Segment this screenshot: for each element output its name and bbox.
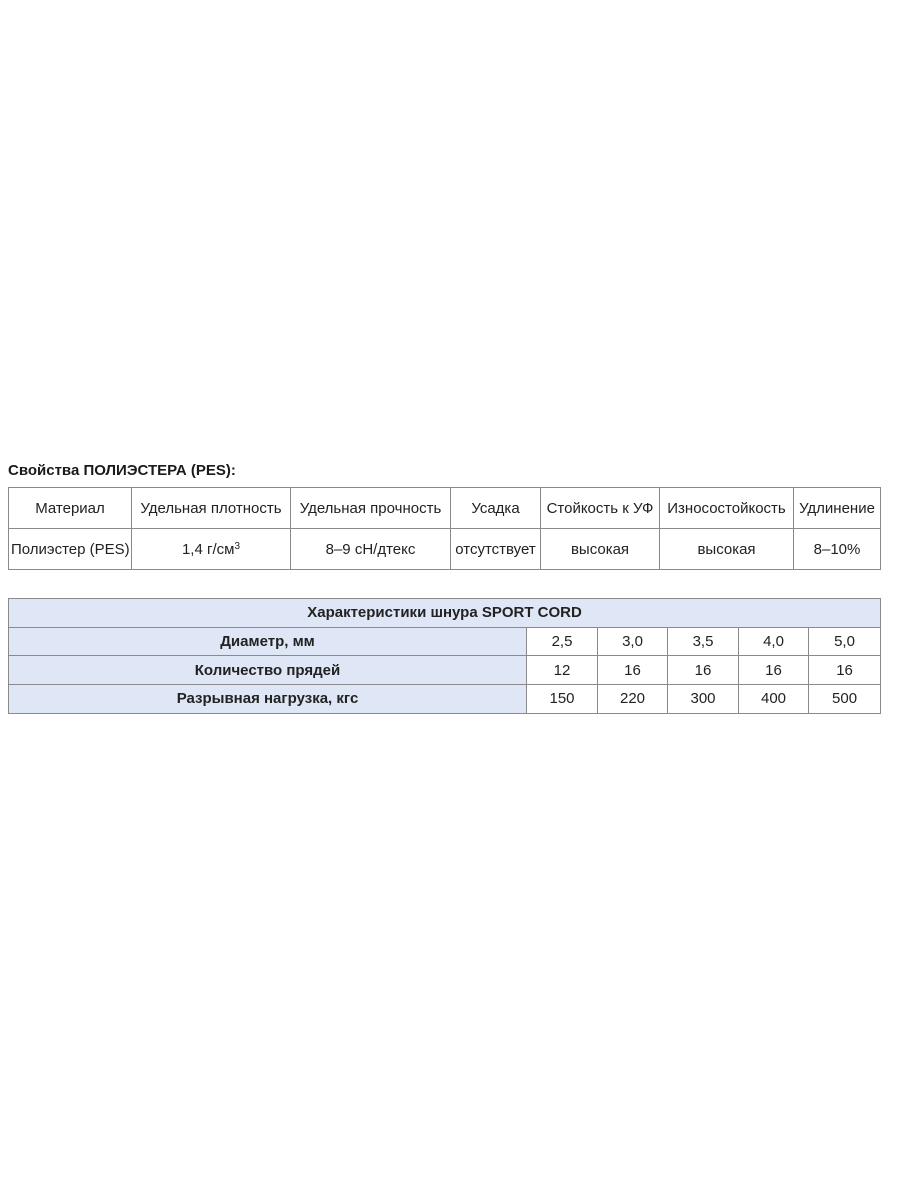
- cell-density: [132, 529, 291, 570]
- table-cell: 400: [739, 685, 809, 714]
- header-elongation: Удлинение: [794, 488, 881, 529]
- table-cell: 4,0: [739, 627, 809, 656]
- row-label-strands: Количество прядей: [9, 656, 527, 685]
- cell-elongation: 8–10%: [794, 529, 881, 570]
- table-cell: 16: [809, 656, 881, 685]
- density-value: 1,4 г/см: [181, 540, 235, 558]
- sport-cord-table: [8, 598, 881, 714]
- sport-cord-title-row: [9, 599, 881, 628]
- header-shrinkage: Усадка: [451, 488, 541, 529]
- table-row: [9, 627, 881, 656]
- row-label-diameter: Диаметр, мм: [9, 627, 527, 656]
- polyester-properties-table: [8, 487, 881, 570]
- table-cell: 16: [598, 656, 668, 685]
- table-cell: 16: [668, 656, 739, 685]
- cell-shrinkage: отсутствует: [451, 529, 541, 570]
- cell-material: Полиэстер (PES): [9, 529, 132, 570]
- table-cell: 220: [598, 685, 668, 714]
- table-cell: 5,0: [809, 627, 881, 656]
- header-uv-resistance: Стойкость к УФ: [541, 488, 660, 529]
- table-row: [9, 656, 881, 685]
- header-density: Удельная плотность: [132, 488, 291, 529]
- table-cell: 16: [739, 656, 809, 685]
- table-cell: 12: [527, 656, 598, 685]
- table-cell: 3,0: [598, 627, 668, 656]
- header-strength: Удельная прочность: [291, 488, 451, 529]
- header-material: Материал: [9, 488, 132, 529]
- table-cell: 500: [809, 685, 881, 714]
- density-superscript: 3: [234, 540, 241, 552]
- table-cell: 2,5: [527, 627, 598, 656]
- table-row: [9, 529, 881, 570]
- table-cell: 150: [527, 685, 598, 714]
- table-row: [9, 685, 881, 714]
- cell-wear-resistance: высокая: [660, 529, 794, 570]
- cell-uv-resistance: высокая: [541, 529, 660, 570]
- header-wear-resistance: Износостойкость: [660, 488, 794, 529]
- properties-heading: Свойства ПОЛИЭСТЕРА (PES):: [8, 462, 236, 479]
- table-cell: 300: [668, 685, 739, 714]
- table-header-row: [9, 488, 881, 529]
- table-cell: 3,5: [668, 627, 739, 656]
- row-label-breaking-load: Разрывная нагрузка, кгс: [9, 685, 527, 714]
- cell-strength: 8–9 сН/дтекс: [291, 529, 451, 570]
- sport-cord-title: Характеристики шнура SPORT CORD: [9, 599, 881, 628]
